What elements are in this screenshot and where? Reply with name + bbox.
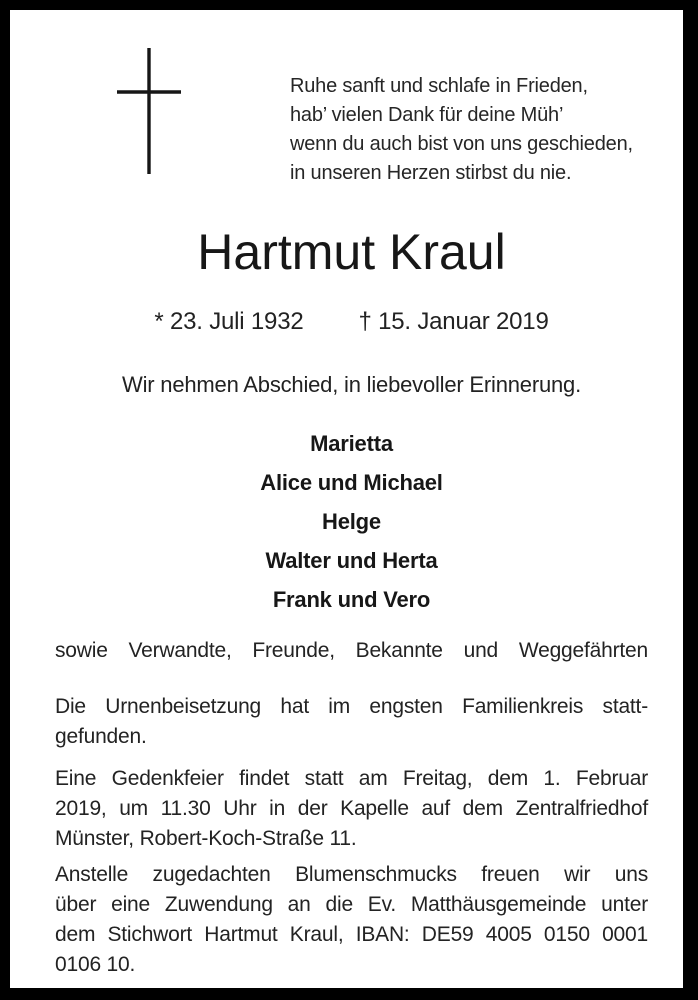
mourner-name: Marietta bbox=[310, 431, 393, 456]
announcement-line: gefunden. bbox=[55, 725, 147, 748]
cross-icon bbox=[117, 48, 181, 174]
relatives-line: sowie Verwandte, Freunde, Bekannte und Weggefährten bbox=[55, 639, 648, 662]
announcement-line: 0106 10. bbox=[55, 953, 136, 976]
announcement-line: über eine Zuwendung an die Ev. Matthäusgemeinde unter bbox=[55, 893, 648, 916]
mourner-name: Alice und Michael bbox=[260, 470, 443, 495]
poem-line: hab’ vielen Dank für deine Müh’ bbox=[290, 104, 564, 126]
mourners-list bbox=[55, 424, 648, 619]
deceased-name: Hartmut Kraul bbox=[197, 224, 506, 280]
announcement-line: Anstelle zugedachten Blumenschmucks freuen wir uns bbox=[55, 863, 648, 886]
announcement-burial bbox=[55, 692, 648, 752]
announcement-line: Eine Gedenkfeier findet statt am Freitag, dem 1. Februar bbox=[55, 767, 648, 790]
memorial-poem bbox=[290, 72, 633, 188]
mourner-name: Walter und Herta bbox=[265, 548, 438, 573]
poem-line: Ruhe sanft und schlafe in Frieden, bbox=[290, 75, 588, 97]
announcement-line: 2019, um 11.30 Uhr in der Kapelle auf dem Zentralfriedhof bbox=[55, 797, 648, 820]
poem-line: in unseren Herzen stirbst du nie. bbox=[290, 162, 572, 184]
mourner-name: Frank und Vero bbox=[272, 587, 431, 612]
announcement-line: Münster, Robert-Koch-Straße 11. bbox=[55, 827, 357, 850]
life-dates bbox=[55, 308, 648, 336]
announcement-donations bbox=[55, 860, 648, 980]
birth-date: * 23. Juli 1932 bbox=[154, 308, 304, 335]
poem-line: wenn du auch bist von uns geschieden, bbox=[290, 133, 633, 155]
announcement-memorial-service bbox=[55, 764, 648, 854]
farewell-line: Wir nehmen Abschied, in liebevoller Erinnerung. bbox=[122, 372, 581, 397]
mourner-name: Helge bbox=[322, 509, 381, 534]
announcement-line: Die Urnenbeisetzung hat im engsten Familienkreis statt- bbox=[55, 695, 648, 718]
obituary-sheet bbox=[10, 10, 683, 988]
death-date: † 15. Januar 2019 bbox=[358, 308, 549, 335]
announcement-line: dem Stichwort Hartmut Kraul, IBAN: DE59 4005 0150 0001 bbox=[55, 923, 648, 946]
